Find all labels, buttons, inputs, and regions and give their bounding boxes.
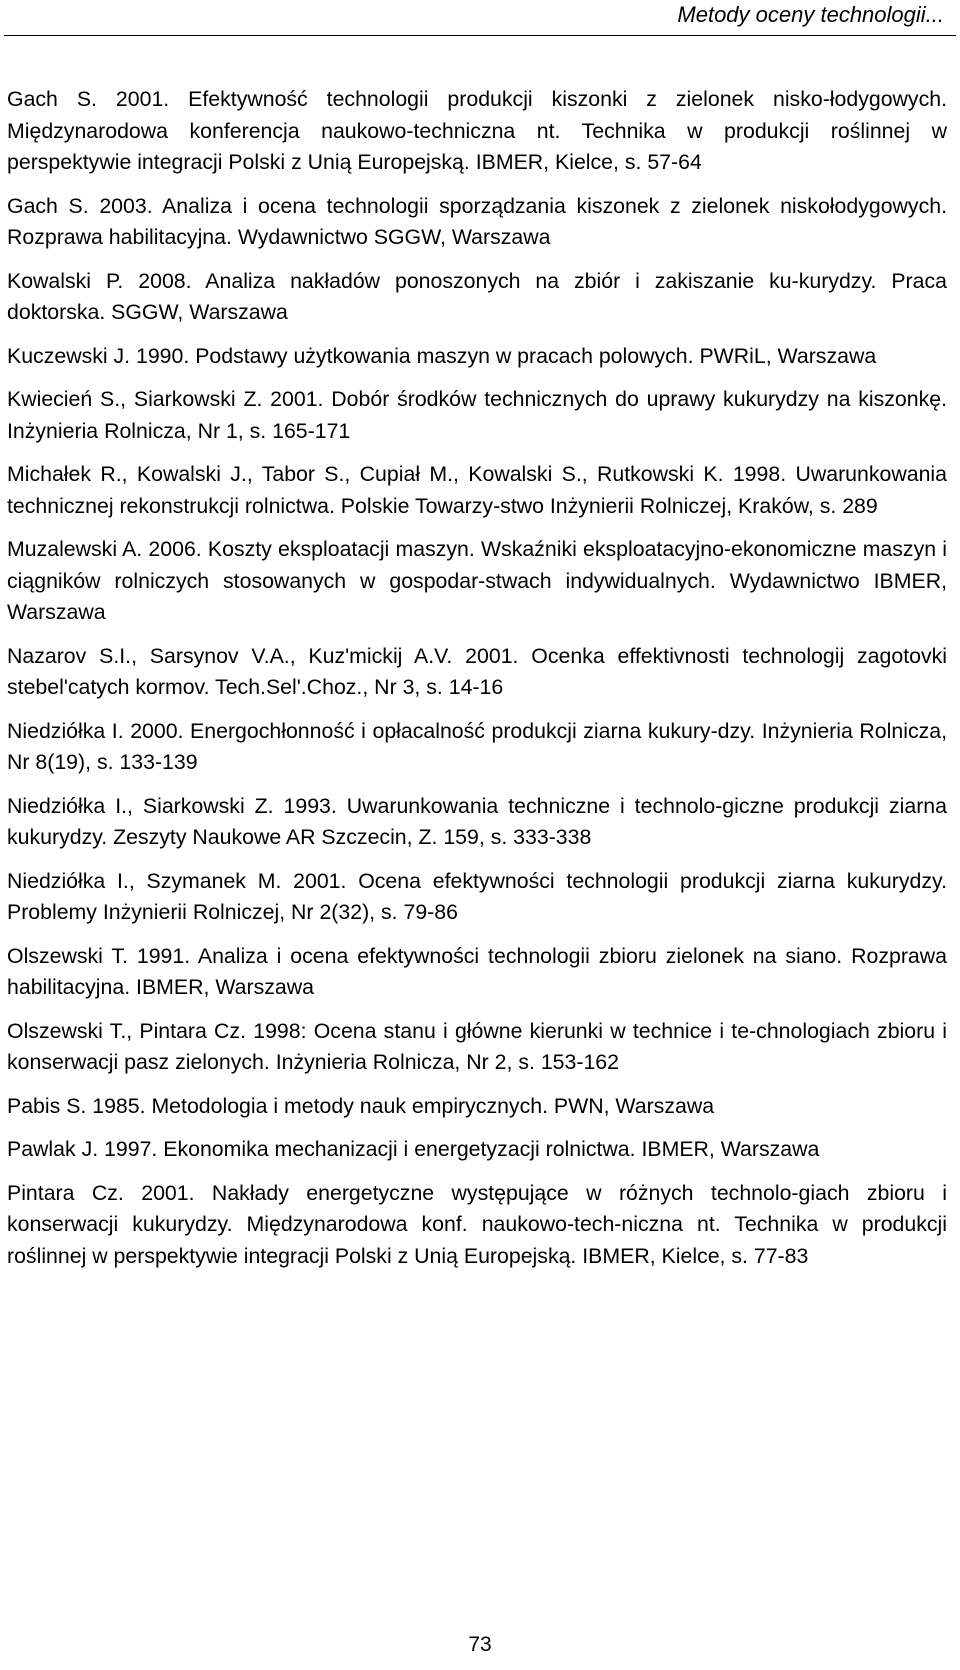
reference-entry: Pabis S. 1985. Metodologia i metody nauk empirycznych. PWN, Warszawa [7, 1093, 715, 1118]
reference-entry: Niedziółka I., Siarkowski Z. 1993. Uwarunkowania techniczne i technolo-giczne produkcji ziarna kukurydzy. Zeszyty Naukowe AR Szczecin, Z. 159, s. 333-338 [7, 793, 947, 849]
reference-list [7, 84, 947, 1284]
running-head: Metody oceny technologii... [677, 2, 944, 27]
reference-entry: Olszewski T. 1991. Analiza i ocena efektywności technologii zbioru zielonek na siano. Rozprawa habilitacyjna. IBMER, Warszawa [7, 943, 947, 999]
reference-entry: Nazarov S.I., Sarsynov V.A., Kuz'mickij A.V. 2001. Ocenka effektivnosti technologij zagotovki stebel'catych kormov. Tech.Sel'.Choz., Nr 3, s. 14-16 [7, 643, 947, 699]
page-number: 73 [468, 1633, 492, 1656]
reference-entry: Niedziółka I., Szymanek M. 2001. Ocena efektywności technologii produkcji ziarna kukurydzy. Problemy Inżynierii Rolniczej, Nr 2(32), s. 79-86 [7, 868, 947, 924]
reference-entry: Olszewski T., Pintara Cz. 1998: Ocena stanu i główne kierunki w technice i te-chnologiach zbioru i konserwacji pasz zielonych. Inżynieria Rolnicza, Nr 2, s. 153-162 [7, 1018, 947, 1074]
reference-entry: Gach S. 2003. Analiza i ocena technologii sporządzania kiszonek z zielonek niskołodygowych. Rozprawa habilitacyjna. Wydawnictwo SGGW, Warszawa [7, 193, 947, 249]
reference-entry: Kwiecień S., Siarkowski Z. 2001. Dobór środków technicznych do uprawy kukurydzy na kiszonkę. Inżynieria Rolnicza, Nr 1, s. 165-171 [7, 387, 947, 443]
reference-entry: Kuczewski J. 1990. Podstawy użytkowania maszyn w pracach polowych. PWRiL, Warszawa [7, 343, 877, 368]
reference-entry: Pintara Cz. 2001. Nakłady energetyczne występujące w różnych technolo-giach zbioru i konserwacji kukurydzy. Międzynarodowa konf. naukowo-tech-niczna nt. Technika w produkcji roślinnej w perspektywie integracji Polski z Unią Europejską. IBMER, Kielce, s. 77-83 [7, 1180, 947, 1268]
reference-entry: Michałek R., Kowalski J., Tabor S., Cupiał M., Kowalski S., Rutkowski K. 1998. Uwarunkowania technicznej rekonstrukcji rolnictwa. Polskie Towarzy-stwo Inżynierii Rolniczej, Kraków, s. 289 [7, 462, 947, 518]
reference-entry: Pawlak J. 1997. Ekonomika mechanizacji i energetyzacji rolnictwa. IBMER, Warszawa [7, 1137, 820, 1161]
header-rule [4, 35, 956, 36]
reference-entry: Gach S. 2001. Efektywność technologii produkcji kiszonki z zielonek nisko-łodygowych. Międzynarodowa konferencja naukowo-techniczna nt. Technika w produkcji roślinnej w perspektywie integracji Polski z Unią Europejską. IBMER, Kielce, s. 57-64 [7, 87, 947, 174]
reference-entry: Kowalski P. 2008. Analiza nakładów ponoszonych na zbiór i zakiszanie ku-kurydzy. Praca doktorska. SGGW, Warszawa [7, 268, 947, 324]
reference-entry: Niedziółka I. 2000. Energochłonność i opłacalność produkcji ziarna kukury-dzy. Inżynieria Rolnicza, Nr 8(19), s. 133-139 [7, 718, 947, 774]
reference-entry: Muzalewski A. 2006. Koszty eksploatacji maszyn. Wskaźniki eksploatacyjno-ekonomiczne maszyn i ciągników rolniczych stosowanych w gospodar-stwach indywidualnych. Wydawnictwo IBMER, Warszawa [7, 537, 947, 624]
